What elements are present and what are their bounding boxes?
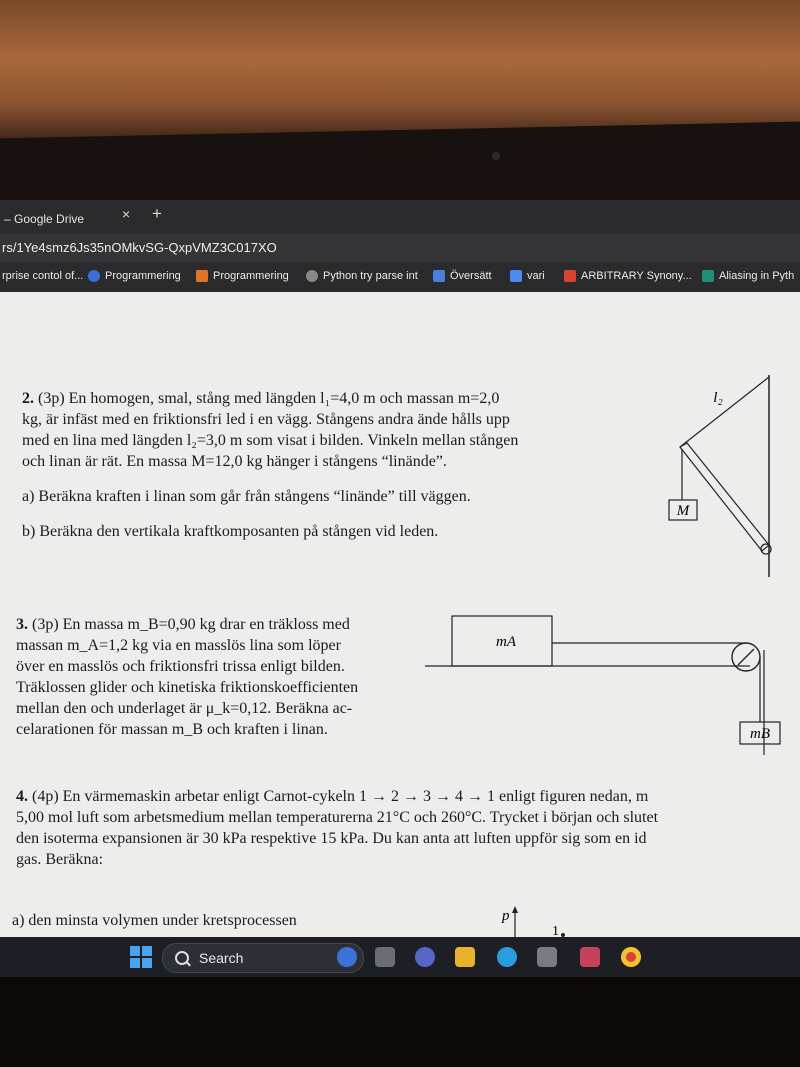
globe-icon: [88, 270, 100, 282]
q3-line-2: massan m_A=1,2 kg via en masslös lina som löper: [16, 637, 341, 654]
q2-line-3: med en lina med längden l₂=3,0 m som visat i bilden. Vinkeln mellan stången: [22, 432, 519, 449]
q2-part-b: b) Beräkna den vertikala kraftkomposanten på stången vid leden.: [22, 523, 439, 540]
new-tab-button[interactable]: +: [152, 204, 162, 223]
pulley-spoke: [738, 649, 754, 665]
q3-figure: [420, 610, 800, 760]
q2-part-a: a) Beräkna kraften i linan som går från stångens “linände” till väggen.: [22, 488, 471, 505]
q2-line-2: kg, är infäst med en friktionsfri led i en vägg. Stångens andra ände hålls upp: [22, 411, 510, 428]
q4-part-a: a) den minsta volymen under kretsprocessen: [12, 912, 297, 929]
globe-icon: [306, 270, 318, 282]
store-icon[interactable]: [537, 947, 557, 967]
search-label: Search: [199, 950, 244, 966]
chat-icon[interactable]: [415, 947, 435, 967]
taskbar-search-box[interactable]: [162, 943, 364, 973]
point-1-label: 1: [552, 924, 559, 937]
chrome-icon[interactable]: [621, 947, 641, 967]
task-view-icon[interactable]: [375, 947, 395, 967]
bookmark-item[interactable]: Python try parse int: [306, 270, 418, 282]
block-mA-label: mA: [496, 634, 516, 650]
doc-icon: [510, 270, 522, 282]
close-tab-icon[interactable]: ×: [122, 206, 131, 222]
stack-icon: [196, 270, 208, 282]
bookmark-item[interactable]: Programmering: [88, 270, 181, 282]
url-text: rs/1Ye4smz6Js35nOMkvSG-QxpVMZ3C017XO: [2, 240, 277, 255]
q4-line-1: 4. (4p) En värmemaskin arbetar enligt Carnot-cykeln 1 → 2 → 3 → 4 → 1 enligt figuren nedan, m: [16, 788, 649, 805]
bookmark-item[interactable]: Översätt: [433, 270, 492, 282]
bookmark-item[interactable]: rprise contol of...: [2, 270, 84, 282]
address-bar[interactable]: [0, 234, 800, 262]
q2-line-4: och linan är rät. En massa M=12,0 kg hänger i stångens “linände”.: [22, 453, 447, 470]
bookmark-item[interactable]: ARBITRARY Synony...: [564, 270, 692, 282]
rope-l2: [680, 377, 769, 447]
q4-pv-figure: [490, 904, 580, 937]
c-icon: [702, 270, 714, 282]
q3-line-4: Träklossen glider och kinetiska friktionskoefficienten: [16, 679, 359, 696]
q3-line-3: över en masslös och friktionsfri trissa enligt bilden.: [16, 658, 345, 675]
q3-line-5: mellan den och underlaget är μ_k=0,12. Beräkna ac-: [16, 700, 353, 717]
q2-figure: [660, 367, 800, 577]
bookmark-item[interactable]: Aliasing in Pyth: [702, 270, 794, 282]
q2-line-1: 2. (3p) En homogen, smal, stång med längden l₁=4,0 m och massan m=2,0: [22, 390, 500, 407]
laptop-body: [0, 977, 800, 1067]
document-page: [0, 292, 800, 937]
translate-icon: [433, 270, 445, 282]
block-mB-label: mB: [750, 726, 770, 742]
browser-tab-bar: [0, 200, 800, 234]
edge-browser-icon[interactable]: [497, 947, 517, 967]
p-axis-arrow: [512, 906, 518, 913]
webcam: [492, 152, 500, 160]
taskbar: [0, 937, 800, 977]
windows-start-icon[interactable]: [130, 946, 152, 968]
tab-google-drive[interactable]: [0, 204, 154, 234]
search-icon: [175, 951, 189, 965]
q4-line-4: gas. Beräkna:: [16, 851, 104, 868]
l2-label: l₂: [713, 390, 723, 406]
mass-M-label: M: [676, 503, 690, 519]
q4-line-2: 5,00 mol luft som arbetsmedium mellan temperaturerna 21°C och 260°C. Trycket i början och slutet: [16, 809, 659, 826]
thesaurus-icon: [564, 270, 576, 282]
bing-icon: [337, 947, 357, 967]
bookmarks-bar: [0, 262, 800, 292]
q4-line-3: den isoterma expansionen är 30 kPa respektive 15 kPa. Du kan anta att luften uppför sig som en id: [16, 830, 647, 847]
q3-line-6: celarationen för massan m_B och kraften i linan.: [16, 721, 328, 738]
file-explorer-icon[interactable]: [455, 947, 475, 967]
q3-line-1: 3. (3p) En massa m_B=0,90 kg drar en träkloss med: [16, 616, 350, 633]
p-axis-label: p: [502, 908, 510, 924]
rod: [680, 443, 769, 551]
app-icon[interactable]: [580, 947, 600, 967]
bookmark-item[interactable]: Programmering: [196, 270, 289, 282]
bookmark-item[interactable]: vari: [510, 270, 545, 282]
tab-title: – Google Drive: [4, 212, 85, 226]
